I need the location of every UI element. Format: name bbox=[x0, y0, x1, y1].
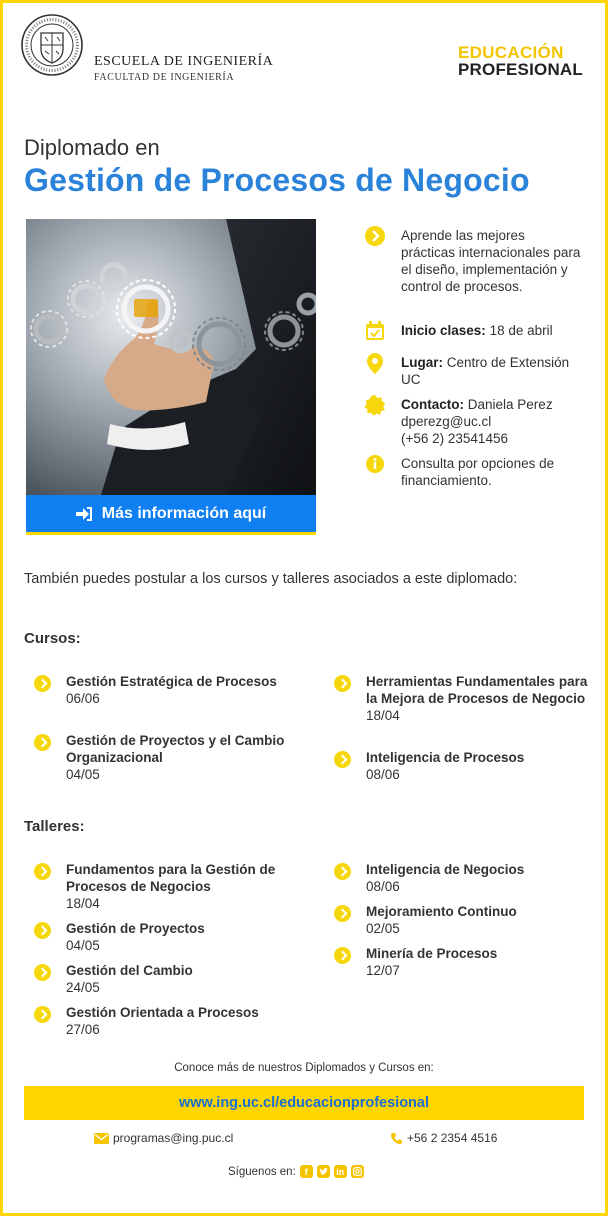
course-item[interactable] bbox=[366, 673, 596, 724]
hand-touching-gears-image bbox=[26, 219, 316, 495]
footer-email-text: programas@ing.puc.cl bbox=[113, 1131, 234, 1145]
workshop-item[interactable] bbox=[366, 903, 596, 937]
talleres-heading: Talleres: bbox=[24, 818, 85, 835]
map-marker-icon bbox=[364, 352, 386, 374]
info-circle-icon bbox=[364, 453, 386, 475]
workshop-item[interactable] bbox=[66, 1004, 296, 1038]
place-label: Lugar: bbox=[401, 355, 443, 370]
workshop-name: Minería de Procesos bbox=[366, 946, 498, 961]
university-seal-icon bbox=[20, 13, 84, 77]
calendar-check-icon bbox=[364, 320, 386, 342]
info-item-start bbox=[366, 320, 566, 342]
course-name: Herramientas Fundamentales para la Mejora de Procesos de Negocio bbox=[366, 674, 588, 706]
course-name: Inteligencia de Procesos bbox=[366, 750, 525, 765]
workshop-name: Inteligencia de Negocios bbox=[366, 862, 525, 877]
contact-email[interactable]: dperezg@uc.cl bbox=[401, 414, 492, 429]
linkedin-icon[interactable]: in bbox=[334, 1165, 347, 1178]
workshop-item[interactable] bbox=[366, 861, 596, 895]
workshop-date: 24/05 bbox=[66, 980, 100, 995]
workshop-item[interactable] bbox=[66, 962, 296, 996]
more-info-button[interactable] bbox=[26, 495, 316, 535]
course-date: 06/06 bbox=[66, 691, 100, 706]
info-item-contact bbox=[366, 394, 566, 448]
course-item[interactable] bbox=[366, 749, 596, 783]
chevron-circle-icon bbox=[34, 675, 51, 692]
workshop-item[interactable] bbox=[66, 861, 296, 912]
chevron-circle-icon bbox=[364, 225, 386, 247]
faculty-name: FACULTAD DE INGENIERÍA bbox=[94, 72, 235, 83]
contact-label: Contacto: bbox=[401, 397, 464, 412]
phone-icon bbox=[390, 1132, 403, 1145]
workshop-item[interactable] bbox=[66, 920, 296, 954]
brand-line-1: EDUCACIÓN bbox=[458, 43, 564, 62]
course-name: Gestión Estratégica de Procesos bbox=[66, 674, 277, 689]
course-item[interactable] bbox=[66, 732, 296, 783]
cursos-heading: Cursos: bbox=[24, 630, 81, 647]
facebook-icon[interactable]: f bbox=[300, 1165, 313, 1178]
workshop-date: 02/05 bbox=[366, 921, 400, 936]
financing-text: Consulta por opciones de financiamiento. bbox=[401, 456, 555, 488]
page-title: Gestión de Procesos de Negocio bbox=[24, 162, 530, 198]
workshop-name: Gestión de Proyectos bbox=[66, 921, 205, 936]
chevron-circle-icon bbox=[334, 905, 351, 922]
social-row bbox=[228, 1165, 364, 1178]
workshop-name: Mejoramiento Continuo bbox=[366, 904, 517, 919]
chevron-circle-icon bbox=[34, 964, 51, 981]
sign-in-icon bbox=[76, 507, 92, 521]
workshop-item[interactable] bbox=[366, 945, 596, 979]
footer-email[interactable] bbox=[94, 1131, 233, 1145]
contact-name: Daniela Perez bbox=[467, 397, 553, 412]
workshop-date: 08/06 bbox=[366, 879, 400, 894]
chevron-circle-icon bbox=[34, 922, 51, 939]
course-name: Gestión de Proyectos y el Cambio Organizacional bbox=[66, 733, 285, 765]
course-date: 18/04 bbox=[366, 708, 400, 723]
workshop-name: Gestión del Cambio bbox=[66, 963, 193, 978]
website-link[interactable] bbox=[24, 1086, 584, 1120]
workshop-date: 04/05 bbox=[66, 938, 100, 953]
chevron-circle-icon bbox=[34, 734, 51, 751]
info-item-about bbox=[366, 225, 581, 305]
chevron-circle-icon bbox=[334, 751, 351, 768]
school-name: ESCUELA DE INGENIERÍA bbox=[94, 54, 274, 69]
info-about-text: Aprende las mejores prácticas internacionales para el diseño, implementación y control de procesos. bbox=[401, 228, 581, 294]
more-info-label: Más información aquí bbox=[101, 504, 267, 522]
hero-image[interactable] bbox=[26, 219, 316, 495]
course-date: 04/05 bbox=[66, 767, 100, 782]
follow-label: Síguenos en: bbox=[228, 1165, 296, 1178]
twitter-icon[interactable] bbox=[317, 1165, 330, 1178]
workshop-date: 12/07 bbox=[366, 963, 400, 978]
workshop-date: 18/04 bbox=[66, 896, 100, 911]
start-label: Inicio clases: bbox=[401, 323, 486, 338]
chevron-circle-icon bbox=[34, 1006, 51, 1023]
course-item[interactable] bbox=[66, 673, 296, 707]
chevron-circle-icon bbox=[334, 863, 351, 880]
brand-line-2: PROFESIONAL bbox=[458, 60, 583, 79]
title-prefix: Diplomado en bbox=[24, 135, 160, 160]
footer-note: Conoce más de nuestros Diplomados y Cursos en: bbox=[174, 1062, 434, 1074]
workshop-name: Gestión Orientada a Procesos bbox=[66, 1005, 259, 1020]
info-item-financing bbox=[366, 453, 566, 493]
contact-phone: (+56 2) 23541456 bbox=[401, 431, 508, 446]
contact-badge-icon bbox=[364, 394, 386, 416]
instagram-icon[interactable] bbox=[351, 1165, 364, 1178]
website-url: www.ing.uc.cl/educacionprofesional bbox=[178, 1095, 430, 1111]
workshop-date: 27/06 bbox=[66, 1022, 100, 1037]
start-date: 18 de abril bbox=[489, 323, 553, 338]
footer-phone-text: +56 2 2354 4516 bbox=[407, 1131, 498, 1145]
envelope-icon bbox=[94, 1133, 109, 1144]
place-value: Centro de Extensión UC bbox=[401, 355, 570, 387]
intro-text: También puedes postular a los cursos y talleres asociados a este diplomado: bbox=[24, 571, 518, 587]
chevron-circle-icon bbox=[34, 863, 51, 880]
footer-phone[interactable] bbox=[390, 1131, 497, 1145]
course-date: 08/06 bbox=[366, 767, 400, 782]
workshop-name: Fundamentos para la Gestión de Procesos de Negocios bbox=[66, 862, 276, 894]
chevron-circle-icon bbox=[334, 675, 351, 692]
info-item-place bbox=[366, 352, 570, 392]
chevron-circle-icon bbox=[334, 947, 351, 964]
